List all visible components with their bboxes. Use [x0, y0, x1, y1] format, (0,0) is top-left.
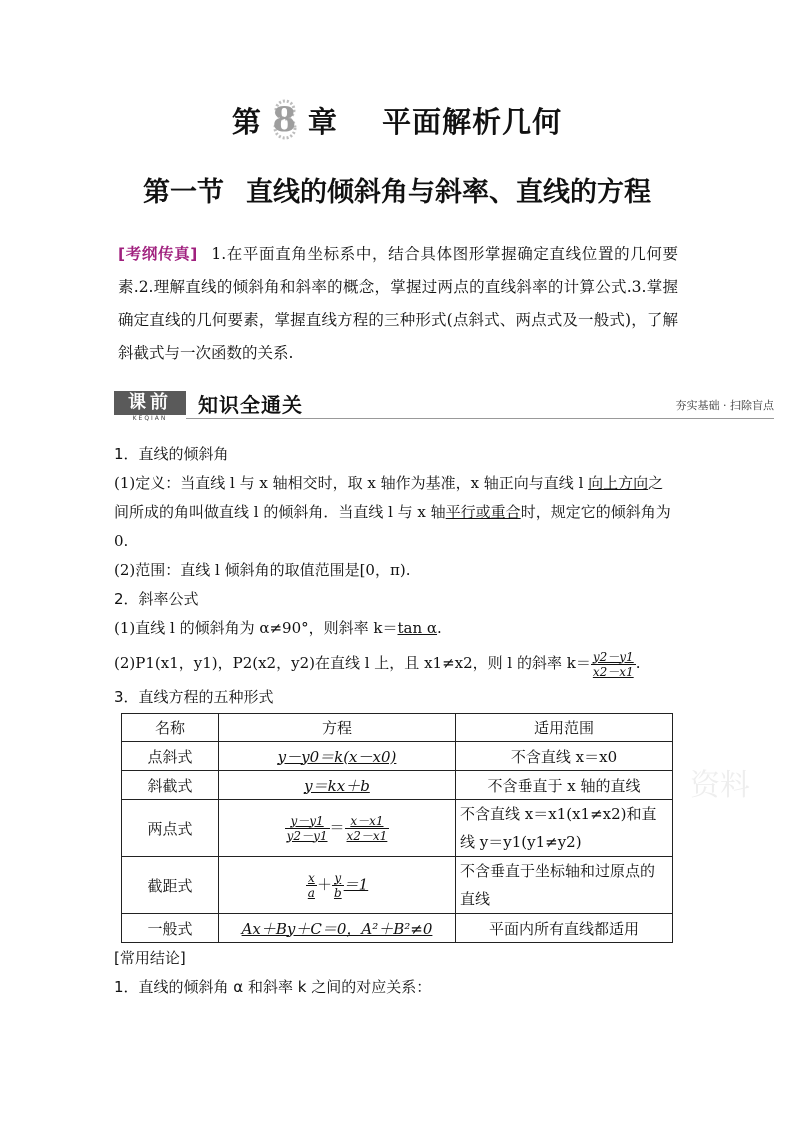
answer-blank: y－y0＝k(x－x0): [219, 742, 456, 771]
syllabus-text: 1.在平面直角坐标系中，结合具体图形掌握确定直线位置的几何要素.2.理解直线的倾斜角和斜率的概念，掌握过两点的直线斜率的计算公式.3.掌握确定直线的几何要素，掌握直线方程的三种形式(点斜式、两点式及一般式)，了解斜截式与一次函数的关系.: [118, 245, 678, 362]
heading-2: 2．斜率公式: [114, 590, 199, 608]
paragraph-slope: (1)直线 l 的倾斜角为 α≠90°，则斜率 k＝tan α.: [114, 619, 442, 637]
chapter-prefix: 第: [231, 105, 262, 139]
table-row: 截距式 $\frac{x}{a}$ ＋ $\frac{y}{b}$ ＝1 不含垂直于坐标轴和过原点的直线: [122, 857, 673, 914]
banner-rule: [186, 418, 774, 419]
knowledge-content: [114, 440, 676, 712]
paragraph-definition: (1)定义：当直线 l 与 x 轴相交时，取 x 轴作为基准，x 轴正向与直线 l 向上方向之间所成的角叫做直线 l 的倾斜角．当直线 l 与 x 轴平行或重合时，规定它的倾斜角为 0.: [114, 474, 671, 550]
table-header: 方程: [219, 714, 456, 742]
answer-blank: tan α: [397, 619, 438, 637]
section-banner: [114, 391, 774, 423]
section-number: 第一节: [143, 177, 224, 208]
banner-title: 知识全通关: [198, 393, 303, 417]
table-header: 适用范围: [456, 714, 673, 742]
heading-3: 3．直线方程的五种形式: [114, 688, 274, 706]
paragraph-range: (2)范围：直线 l 倾斜角的取值范围是[0，π).: [114, 561, 411, 579]
banner-box: 课前: [114, 391, 186, 415]
intercept-equation: $\frac{x}{a}$ ＋ $\frac{y}{b}$ ＝1: [219, 857, 456, 914]
banner-pinyin: KEQIAN: [132, 415, 168, 422]
paragraph-two-point-slope: (2)P1(x1，y1)，P2(x2，y2)在直线 l 上，且 x1≠x2，则 l 的斜率 k＝ $\frac{y2-y1}{x2-x1}$ .: [114, 649, 641, 679]
banner-subtitle: 夯实基础 · 扫除盲点: [675, 399, 774, 412]
answer-blank: 向上方向: [588, 474, 649, 492]
chapter-heading: [0, 98, 794, 141]
line-equation-table: [121, 713, 673, 943]
slope-fraction: $\frac{y2-y1}{x2-x1}$: [592, 649, 634, 679]
syllabus-block: [118, 238, 678, 370]
section-title: 直线的倾斜角与斜率、直线的方程: [246, 177, 651, 208]
section-heading: [0, 170, 794, 209]
table-row: 点斜式 y－y0＝k(x－x0) 不含直线 x＝x0: [122, 742, 673, 771]
answer-blank: 平行或重合: [445, 503, 521, 521]
chapter-suffix: 章: [307, 105, 338, 139]
syllabus-tag: [考纲传真]: [118, 245, 198, 263]
answer-blank: Ax＋By＋C＝0，A²＋B²≠0: [219, 914, 456, 943]
chapter-number: 8: [272, 100, 298, 140]
conclusion-item: 1．直线的倾斜角 α 和斜率 k 之间的对应关系：: [114, 978, 432, 996]
chapter-number-badge: [268, 98, 302, 138]
watermark: 资料: [690, 768, 750, 803]
table-row: 两点式 $\frac{y-y1}{y2-y1}$ ＝ $\frac{x-x1}{x2-x1}$ 不含直线 x＝x1(x1≠x2)和直线 y＝y1(y1≠y2): [122, 800, 673, 857]
two-point-equation: $\frac{y-y1}{y2-y1}$ ＝ $\frac{x-x1}{x2-x1}$: [219, 800, 456, 857]
table-header: 名称: [122, 714, 219, 742]
table-row: 斜截式 y＝kx＋b 不含垂直于 x 轴的直线: [122, 771, 673, 800]
table-row: 一般式 Ax＋By＋C＝0，A²＋B²≠0 平面内所有直线都适用: [122, 914, 673, 943]
table-header-row: [122, 714, 673, 742]
common-conclusions: [114, 944, 431, 1002]
conclusion-tag: [常用结论]: [114, 949, 186, 967]
chapter-title: 平面解析几何: [382, 105, 563, 139]
heading-1: 1．直线的倾斜角: [114, 445, 229, 463]
answer-blank: y＝kx＋b: [219, 771, 456, 800]
